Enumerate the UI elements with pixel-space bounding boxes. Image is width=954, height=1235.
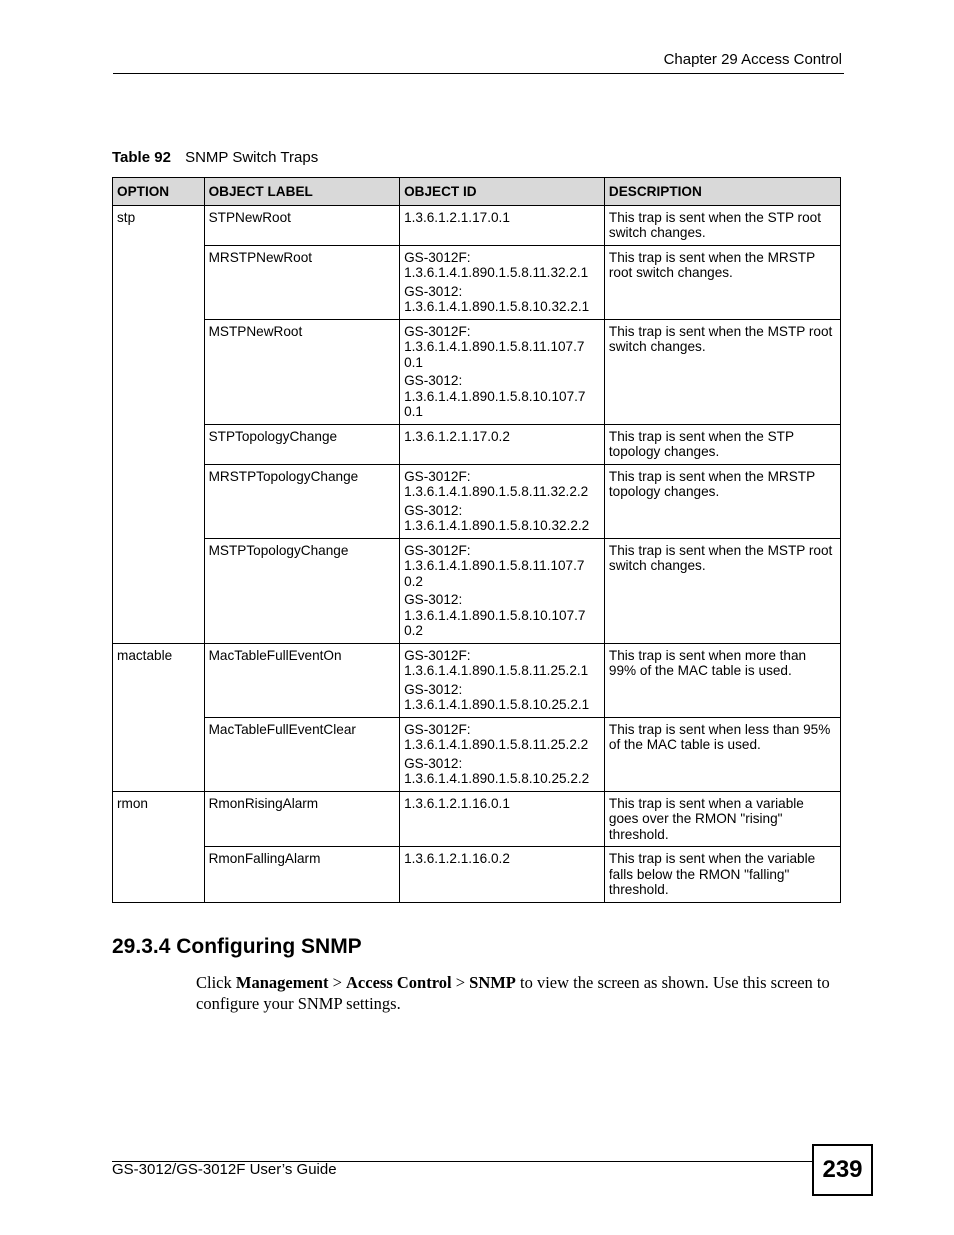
table-caption-number: Table 92 (112, 149, 171, 166)
object-id: GS-3012: 1.3.6.1.4.1.890.1.5.8.10.32.2.1 (404, 283, 590, 314)
table-header-row (113, 178, 841, 206)
object-label-cell: MacTableFullEventOn (204, 643, 399, 717)
object-id: GS-3012: 1.3.6.1.4.1.890.1.5.8.10.25.2.1 (404, 681, 590, 712)
table-row (113, 791, 841, 847)
object-id: GS-3012: 1.3.6.1.4.1.890.1.5.8.10.107.7 0.2 (404, 592, 586, 638)
object-id: GS-3012F: 1.3.6.1.4.1.890.1.5.8.11.32.2.2 (404, 468, 589, 499)
table-row (113, 847, 841, 903)
object-id: GS-3012F: 1.3.6.1.4.1.890.1.5.8.11.32.2.1 (404, 249, 589, 280)
table-row (113, 538, 841, 643)
description-cell: This trap is sent when the MSTP root switch changes. (604, 538, 840, 643)
description-cell: This trap is sent when more than 99% of the MAC table is used. (604, 643, 840, 717)
menu-path-snmp: SNMP (469, 973, 516, 992)
footer-guide-title: GS-3012/GS-3012F User’s Guide (112, 1161, 337, 1178)
object-id: GS-3012F: 1.3.6.1.4.1.890.1.5.8.11.25.2.2 (404, 721, 589, 752)
object-id-cell (400, 424, 605, 464)
object-id: GS-3012: 1.3.6.1.4.1.890.1.5.8.10.107.7 0.1 (404, 373, 586, 419)
object-id-cell (400, 791, 605, 847)
object-id-cell (400, 538, 605, 643)
object-id: GS-3012: 1.3.6.1.4.1.890.1.5.8.10.32.2.2 (404, 502, 590, 533)
para-text: > (328, 973, 347, 992)
description-cell: This trap is sent when the MRSTP topology changes. (604, 464, 840, 538)
object-label-cell: MRSTPTopologyChange (204, 464, 399, 538)
column-header-option: OPTION (113, 178, 205, 206)
body-paragraph (196, 973, 842, 1014)
section-heading: 29.3.4 Configuring SNMP (112, 935, 362, 958)
object-id: GS-3012F: 1.3.6.1.4.1.890.1.5.8.11.25.2.1 (404, 647, 589, 678)
snmp-traps-table (112, 177, 841, 903)
object-id: GS-3012: 1.3.6.1.4.1.890.1.5.8.10.25.2.2 (404, 755, 590, 786)
description-cell: This trap is sent when the MSTP root switch changes. (604, 319, 840, 424)
table-caption-title: SNMP Switch Traps (185, 149, 319, 166)
table-row (113, 205, 841, 245)
description-cell: This trap is sent when a variable goes over the RMON "rising" threshold. (604, 791, 840, 847)
object-id: GS-3012F: 1.3.6.1.4.1.890.1.5.8.11.107.7 0.1 (404, 323, 585, 370)
object-id-cell (400, 643, 605, 717)
option-cell: mactable (113, 643, 205, 791)
object-id: 1.3.6.1.2.1.17.0.2 (404, 428, 510, 444)
table-row (113, 643, 841, 717)
object-id-cell (400, 245, 605, 319)
table-row (113, 464, 841, 538)
object-label-cell: MSTPNewRoot (204, 319, 399, 424)
object-id-cell (400, 717, 605, 791)
description-cell: This trap is sent when the STP topology changes. (604, 424, 840, 464)
chapter-header: Chapter 29 Access Control (663, 51, 842, 68)
object-label-cell: MRSTPNewRoot (204, 245, 399, 319)
page-number: 239 (812, 1144, 873, 1196)
menu-path-management: Management (235, 973, 329, 992)
table-row (113, 717, 841, 791)
object-label-cell: MacTableFullEventClear (204, 717, 399, 791)
description-cell: This trap is sent when the variable falls below the RMON "falling" threshold. (604, 847, 840, 903)
header-rule (113, 73, 844, 74)
menu-path-access-control: Access Control (346, 973, 452, 992)
object-id: 1.3.6.1.2.1.17.0.1 (404, 209, 510, 225)
object-label-cell: RmonRisingAlarm (204, 791, 399, 847)
object-label-cell: STPNewRoot (204, 205, 399, 245)
column-header-object-label: OBJECT LABEL (204, 178, 399, 206)
object-id-cell (400, 464, 605, 538)
table-caption (112, 149, 318, 166)
object-id-cell (400, 205, 605, 245)
column-header-object-id: OBJECT ID (400, 178, 605, 206)
object-id: GS-3012F: 1.3.6.1.4.1.890.1.5.8.11.107.7 0.2 (404, 542, 585, 589)
table-row (113, 319, 841, 424)
object-id-cell (400, 847, 605, 903)
object-id: 1.3.6.1.2.1.16.0.1 (404, 795, 510, 811)
description-cell: This trap is sent when the STP root switch changes. (604, 205, 840, 245)
para-text: > (451, 973, 470, 992)
para-text: to view the screen as shown. Use this screen to configure your SNMP settings. (196, 973, 830, 1013)
table-row (113, 245, 841, 319)
description-cell: This trap is sent when less than 95% of the MAC table is used. (604, 717, 840, 791)
column-header-description: DESCRIPTION (604, 178, 840, 206)
option-cell: stp (113, 205, 205, 643)
table-row (113, 424, 841, 464)
object-label-cell: STPTopologyChange (204, 424, 399, 464)
option-cell: rmon (113, 791, 205, 902)
object-label-cell: RmonFallingAlarm (204, 847, 399, 903)
object-id: 1.3.6.1.2.1.16.0.2 (404, 851, 510, 866)
object-label-cell: MSTPTopologyChange (204, 538, 399, 643)
object-id-cell (400, 319, 605, 424)
para-text: Click (196, 973, 236, 992)
description-cell: This trap is sent when the MRSTP root switch changes. (604, 245, 840, 319)
